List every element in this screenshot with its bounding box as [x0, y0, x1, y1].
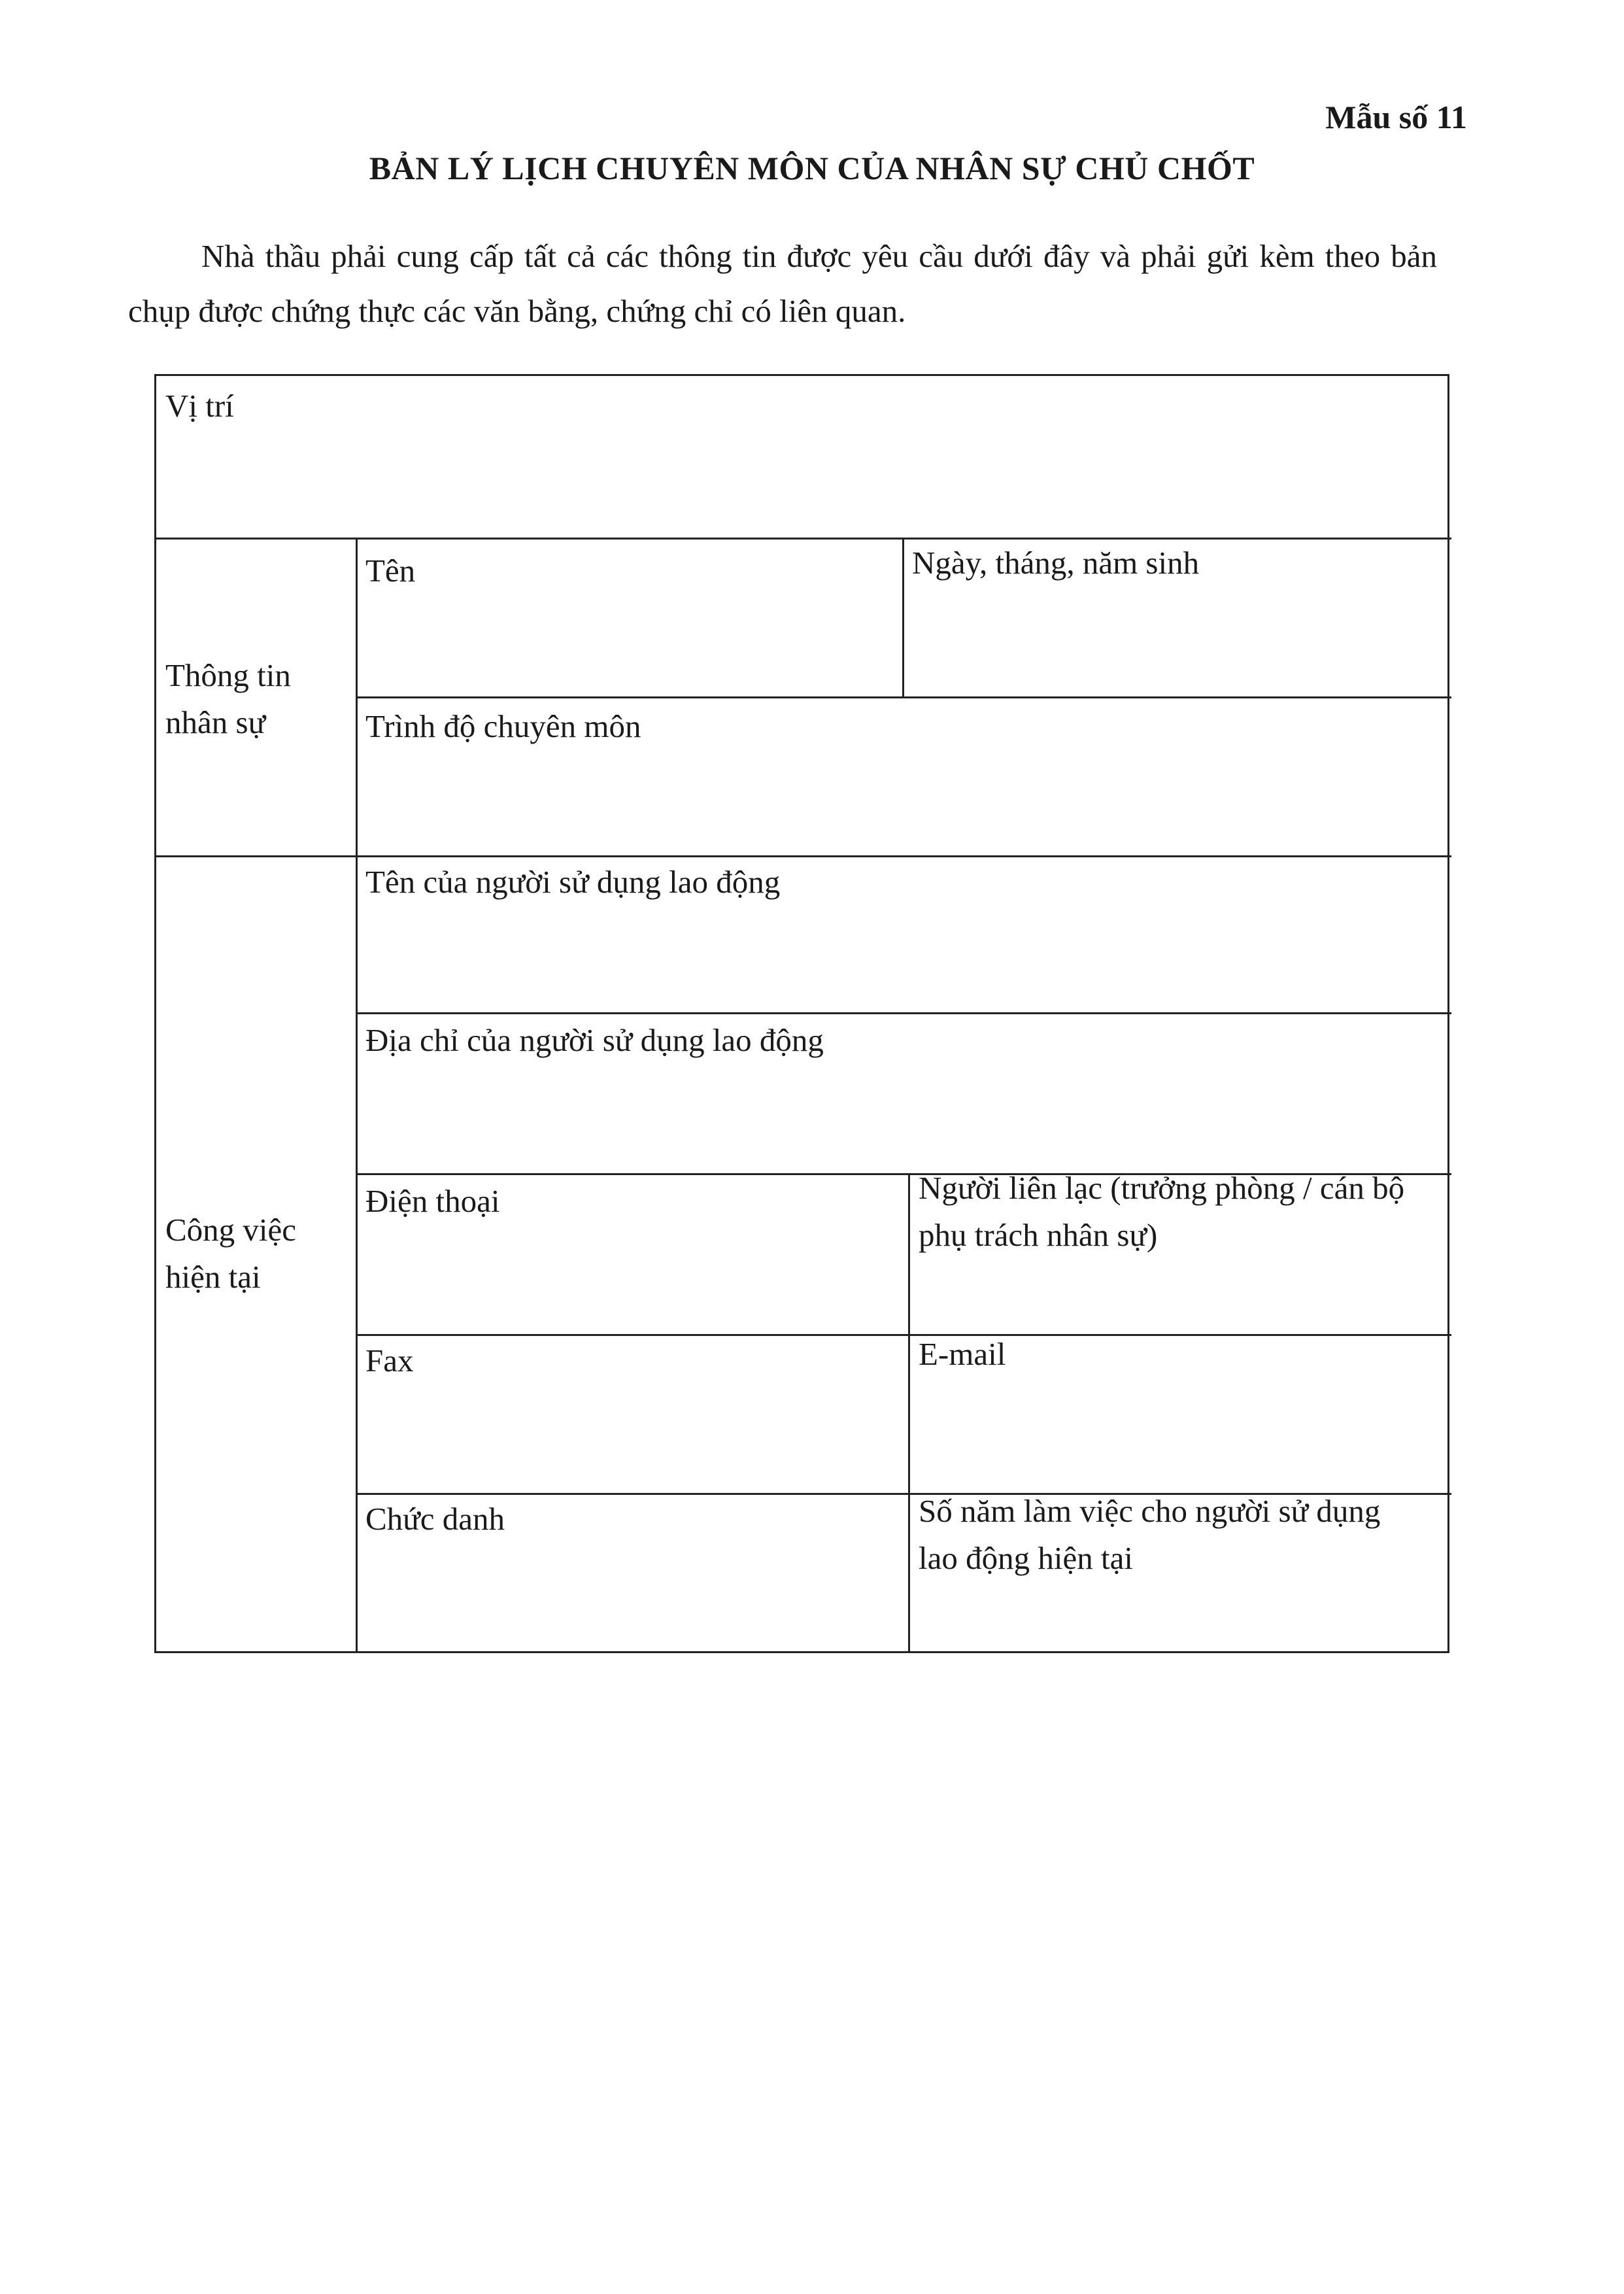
current-job-heading	[165, 1207, 296, 1301]
years-with-employer-label-line1: Số năm làm việc cho người sử dụng	[919, 1493, 1381, 1529]
divider-employer-name-row	[356, 1012, 1451, 1014]
personnel-info-heading-line2: nhân sự	[165, 704, 266, 740]
divider-name-dob-column	[902, 538, 904, 696]
employer-name-label: Tên của người sử dụng lao động	[365, 864, 781, 900]
email-label: E-mail	[919, 1336, 1006, 1372]
divider-section-column	[356, 538, 358, 1653]
contact-person-label	[919, 1165, 1404, 1259]
instruction-paragraph: Nhà thầu phải cung cấp tất cả các thông tin được yêu cầu dưới đây và phải gửi kèm theo bản chụp được chứng thực các văn bằng, chứng chỉ có liên quan.	[128, 238, 1437, 329]
date-of-birth-label: Ngày, tháng, năm sinh	[912, 545, 1200, 581]
employer-address-label: Địa chỉ của người sử dụng lao động	[365, 1022, 824, 1058]
years-with-employer-label-line2: lao động hiện tại	[919, 1540, 1133, 1576]
name-label: Tên	[365, 553, 416, 589]
fax-label: Fax	[365, 1343, 414, 1378]
position-label: Vị trí	[165, 388, 234, 424]
current-job-heading-line2: hiện tại	[165, 1259, 261, 1295]
contact-person-label-line1: Người liên lạc (trưởng phòng / cán bộ	[919, 1170, 1405, 1206]
qualification-label: Trình độ chuyên môn	[365, 708, 641, 744]
personnel-info-heading-line1: Thông tin	[165, 657, 291, 693]
phone-label: Điện thoại	[365, 1183, 500, 1219]
divider-position-row	[156, 538, 1451, 539]
divider-phone-row	[356, 1334, 1451, 1336]
personnel-form-table	[154, 374, 1449, 1653]
divider-personnel-section	[156, 855, 1451, 857]
contact-person-label-line2: phụ trách nhân sự)	[919, 1217, 1158, 1253]
form-number: Mẫu số 11	[1325, 99, 1467, 135]
divider-contact-columns	[908, 1173, 910, 1653]
job-title-label: Chức danh	[365, 1501, 505, 1537]
personnel-info-heading	[165, 652, 291, 746]
years-with-employer-label	[919, 1488, 1380, 1582]
document-title: BẢN LÝ LỊCH CHUYÊN MÔN CỦA NHÂN SỰ CHỦ CHỐT	[369, 150, 1255, 186]
divider-name-row	[356, 696, 1451, 698]
current-job-heading-line1: Công việc	[165, 1212, 297, 1248]
